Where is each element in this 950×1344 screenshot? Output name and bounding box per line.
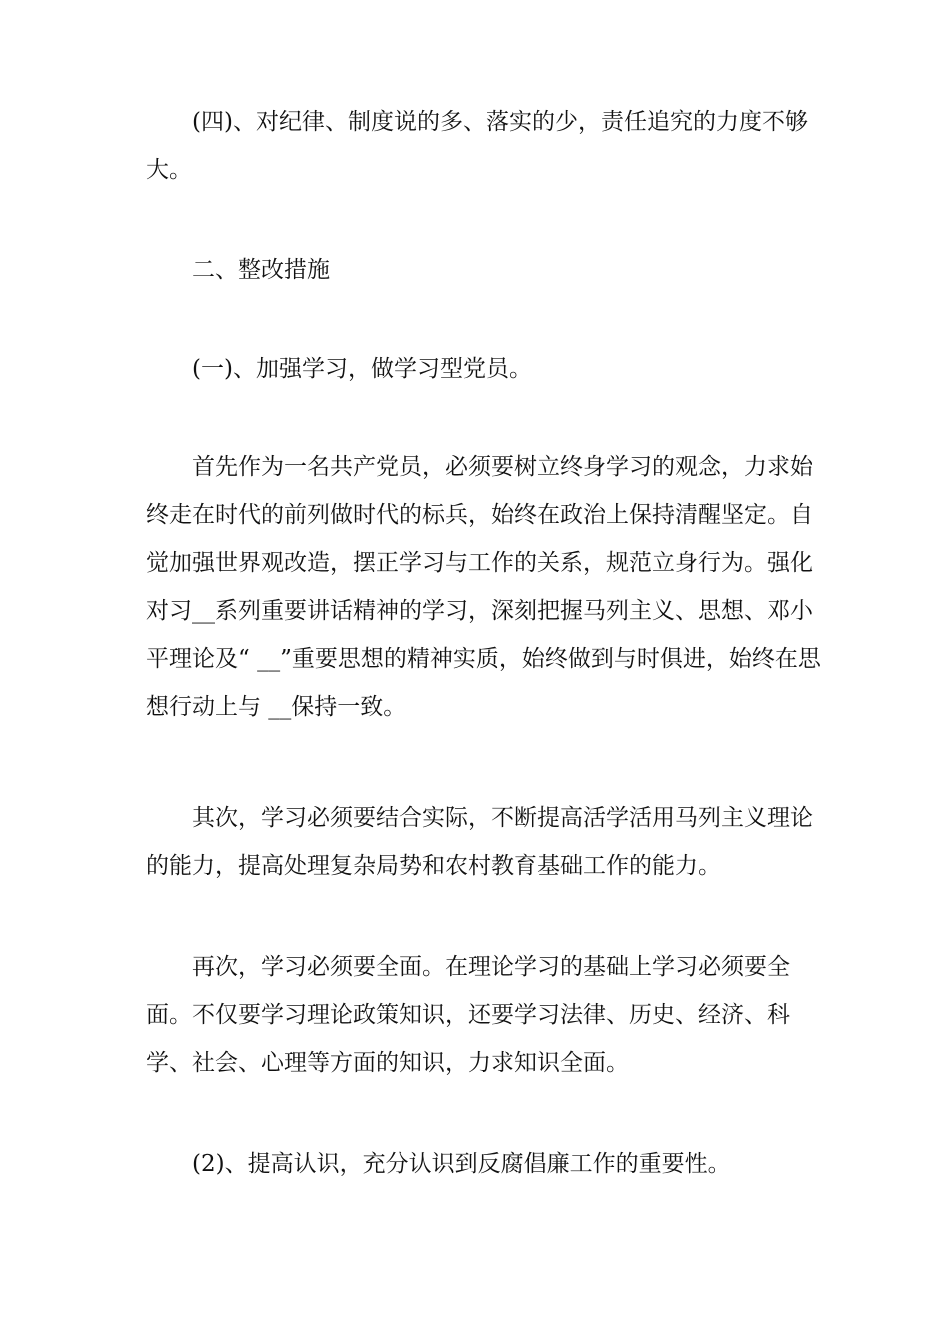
paragraph-practical-learning: 其次，学习必须要结合实际，不断提高活学活用马列主义理论的能力，提高处理复杂局势和农村教育基础工作的能力。	[146, 805, 813, 879]
paragraph-comprehensive-learning: 再次，学习必须要全面。在理论学习的基础上学习必须要全面。不仅要学习理论政策知识，还要学习法律、历史、经济、科学、社会、心理等方面的知识，力求知识全面。	[146, 954, 790, 1076]
paragraph-lifelong-learning: 首先作为一名共产党员，必须要树立终身学习的观念，力求始终走在时代的前列做时代的标兵，始终在政治上保持清醒坚定。自觉加强世界观改造，摆正学习与工作的关系，规范立身行为。强化对习__系列重要讲话精神的学习，深刻把握马列主义、思想、邓小平理论及“ __”重要思想的精神实质，始终做到与时俱进，始终在思想行动上与 __保持一致。	[146, 454, 821, 720]
subheading-anti-corruption: (2)、提高认识，充分认识到反腐倡廉工作的重要性。	[192, 1151, 731, 1177]
subheading-strengthen-learning: (一)、加强学习，做学习型党员。	[192, 356, 532, 382]
section-heading-rectification: 二、整改措施	[192, 257, 330, 283]
paragraph-discipline-issue: (四)、对纪律、制度说的多、落实的少，责任追究的力度不够大。	[146, 109, 808, 183]
